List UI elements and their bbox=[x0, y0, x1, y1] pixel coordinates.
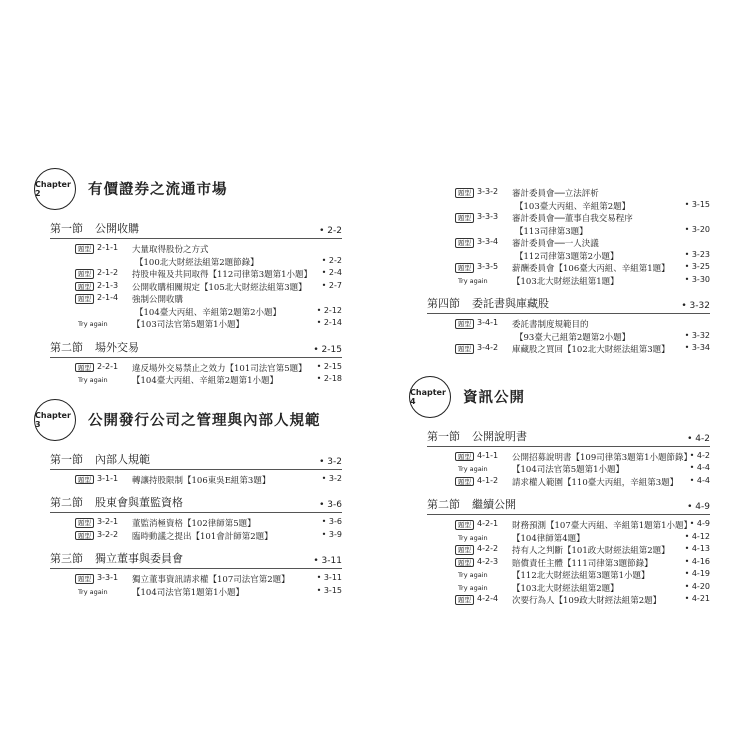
entry-page: • 4-21 bbox=[684, 594, 710, 603]
section-header[interactable] bbox=[50, 551, 342, 569]
section-title: 獨立董事與委員會 bbox=[95, 552, 183, 565]
section-number: 第二節 bbox=[427, 498, 460, 511]
chapter-4-body bbox=[427, 429, 710, 607]
try-again-tag: Try again bbox=[75, 587, 111, 597]
entry-code: 2-2-1 bbox=[97, 361, 119, 371]
entry-page: • 2-4 bbox=[321, 268, 342, 277]
type-tag: 題型 bbox=[75, 574, 94, 584]
entry-page: • 4-19 bbox=[684, 569, 710, 578]
type-tag: 題型 bbox=[455, 545, 474, 555]
entry-code: 4-2-1 bbox=[477, 519, 499, 528]
type-tag: 題型 bbox=[75, 363, 94, 373]
entry-text: 公開收購相關規定【105北大財經法組第3題】 bbox=[132, 282, 307, 293]
entry-list bbox=[75, 517, 342, 542]
toc-entry[interactable] bbox=[455, 463, 710, 476]
entry-text: 【112北大財經法組第3題第1小題】 bbox=[512, 571, 650, 581]
type-tag: 題型 bbox=[75, 531, 94, 541]
section-number: 第二節 bbox=[50, 340, 83, 354]
entry-code: 3-3-3 bbox=[477, 212, 499, 221]
entry-text: 【103北大財經法組第2題】 bbox=[512, 583, 619, 594]
entry-page: • 4-4 bbox=[689, 475, 710, 485]
entry-page: • 4-20 bbox=[684, 581, 710, 591]
entry-text: 【100北大財經法組第2題節錄】 bbox=[135, 257, 259, 268]
entry-text: 委託書制度規範目的 bbox=[512, 320, 589, 330]
section-title: 內部人規範 bbox=[95, 452, 150, 466]
entry-page: • 3-15 bbox=[316, 585, 342, 595]
toc-entry[interactable] bbox=[455, 532, 710, 545]
type-tag: 題型 bbox=[455, 595, 474, 605]
entry-text: 持有人之判斷【101政大財經法組第2題】 bbox=[512, 546, 670, 556]
chapter-4-badge: Chapter 4 bbox=[409, 376, 451, 418]
entry-page: • 4-13 bbox=[684, 544, 710, 553]
toc-entry[interactable] bbox=[455, 187, 710, 200]
entry-text: 賠償責任主體【111司律第3題節錄】 bbox=[512, 558, 653, 569]
section-title: 公開說明書 bbox=[472, 429, 527, 443]
try-again-tag: Try again bbox=[75, 375, 111, 385]
section-number: 第一節 bbox=[50, 222, 83, 235]
entry-page: • 2-12 bbox=[316, 305, 342, 315]
continuation-entries bbox=[455, 187, 710, 287]
toc-entry[interactable] bbox=[455, 225, 710, 238]
entry-code: 2-1-3 bbox=[97, 280, 119, 290]
entry-text: 公開招募說明書【109司律第3題第1小題節錄】 bbox=[512, 452, 693, 463]
section-page: • 4-2 bbox=[687, 433, 710, 444]
entry-text: 審計委員會──立法評析 bbox=[512, 189, 599, 199]
section-4-block bbox=[427, 296, 710, 356]
section-title: 股東會與董監資格 bbox=[95, 496, 183, 509]
toc-entry[interactable] bbox=[455, 343, 710, 356]
try-again-tag: Try again bbox=[75, 319, 111, 329]
toc-entry[interactable] bbox=[75, 517, 342, 530]
entry-text: 違反場外交易禁止之效力【101司法官第5題】 bbox=[132, 363, 307, 374]
section-page: • 3-11 bbox=[313, 556, 342, 566]
toc-entry[interactable] bbox=[75, 318, 342, 331]
section-number: 第四節 bbox=[427, 297, 460, 310]
chapter-2-body bbox=[50, 221, 342, 387]
entry-text: 財務預測【107臺大丙組、辛組第1題第1小題】 bbox=[512, 521, 693, 531]
toc-entry[interactable] bbox=[455, 544, 710, 557]
section-page: • 2-2 bbox=[319, 226, 342, 236]
section-header[interactable] bbox=[50, 452, 342, 470]
toc-entry[interactable] bbox=[75, 256, 342, 269]
type-tag: 題型 bbox=[455, 319, 474, 329]
entry-text: 【104司法官第1題第1小題】 bbox=[132, 587, 245, 598]
entry-text: 次要行為人【109政大財經法組第2題】 bbox=[512, 596, 662, 606]
entry-text: 【103司法官第5題第1小題】 bbox=[132, 320, 245, 330]
entry-page: • 4-12 bbox=[684, 531, 710, 541]
entry-text: 【104律師第4題】 bbox=[512, 533, 585, 544]
entry-page: • 2-18 bbox=[316, 374, 342, 383]
toc-entry[interactable] bbox=[75, 268, 342, 281]
type-tag: 題型 bbox=[75, 269, 94, 279]
entry-text: 審計委員會──董事自我交易程序 bbox=[512, 214, 633, 224]
entry-text: 【113司律第3題】 bbox=[515, 226, 588, 237]
toc-entry[interactable] bbox=[75, 573, 342, 586]
entry-text: 【103臺大丙組、辛組第2題】 bbox=[515, 201, 631, 212]
type-tag: 題型 bbox=[75, 282, 94, 292]
entry-page: • 3-2 bbox=[321, 473, 342, 483]
entry-code: 3-3-5 bbox=[477, 262, 499, 271]
entry-list bbox=[455, 318, 710, 356]
entry-list bbox=[75, 474, 342, 487]
entry-page: • 3-32 bbox=[684, 330, 710, 340]
entry-code: 3-1-1 bbox=[97, 473, 119, 483]
section-title: 委託書與庫藏股 bbox=[472, 297, 549, 310]
toc-entry[interactable] bbox=[455, 476, 710, 489]
toc-entry[interactable] bbox=[455, 200, 710, 213]
section-page: • 3-6 bbox=[319, 500, 342, 510]
entry-page: • 2-15 bbox=[316, 361, 342, 371]
type-tag: 題型 bbox=[75, 294, 94, 304]
entry-text: 【104司法官第5題第1小題】 bbox=[512, 465, 625, 475]
chapter-2-header bbox=[34, 168, 342, 212]
toc-entry[interactable] bbox=[75, 281, 342, 294]
entry-page: • 3-15 bbox=[684, 199, 710, 209]
entry-text: 請求權人範圍【110臺大丙組，辛組第3題】 bbox=[512, 477, 679, 488]
toc-entry[interactable] bbox=[75, 243, 342, 256]
section-title: 場外交易 bbox=[95, 340, 139, 354]
entry-code: 4-1-1 bbox=[477, 450, 499, 460]
type-tag: 題型 bbox=[455, 188, 474, 198]
try-again-tag: Try again bbox=[455, 570, 491, 580]
entry-page: • 4-2 bbox=[689, 450, 710, 460]
try-again-tag: Try again bbox=[455, 583, 491, 593]
type-tag: 題型 bbox=[455, 452, 474, 462]
chapter-2-title: 有價證券之流通市場 bbox=[88, 182, 228, 198]
type-tag: 題型 bbox=[455, 477, 474, 487]
entry-text: 庫藏股之買回【102北大財經法組第3題】 bbox=[512, 345, 670, 355]
chapter-3-body bbox=[50, 452, 342, 599]
toc-entry[interactable] bbox=[455, 262, 710, 275]
toc-entry[interactable] bbox=[455, 519, 710, 532]
chapter-3-header bbox=[34, 399, 342, 443]
entry-list bbox=[455, 519, 710, 607]
entry-list bbox=[455, 451, 710, 489]
toc-entry[interactable] bbox=[75, 306, 342, 319]
entry-text: 強制公開收購 bbox=[132, 295, 184, 305]
entry-page: • 2-7 bbox=[321, 280, 342, 290]
toc-entry[interactable] bbox=[455, 275, 710, 288]
entry-code: 4-2-3 bbox=[477, 556, 499, 566]
entry-text: 持股申報及共同取得【112司律第3題第1小題】 bbox=[132, 270, 313, 280]
type-tag: 題型 bbox=[455, 520, 474, 530]
left-column bbox=[34, 168, 342, 598]
chapter-2-badge: Chapter 2 bbox=[34, 168, 76, 210]
chapter-3-badge: Chapter 3 bbox=[34, 399, 76, 441]
toc-entry[interactable] bbox=[75, 586, 342, 599]
entry-text: 【104臺大丙組、辛組第2題第1小題】 bbox=[132, 376, 279, 386]
toc-entry[interactable] bbox=[75, 374, 342, 387]
section-number: 第一節 bbox=[427, 429, 460, 443]
try-again-tag: Try again bbox=[455, 533, 491, 543]
section-header[interactable] bbox=[50, 340, 342, 358]
entry-code: 3-3-4 bbox=[477, 237, 499, 246]
entry-code: 3-2-2 bbox=[97, 529, 119, 539]
entry-text: 大量取得股份之方式 bbox=[132, 245, 209, 255]
chapter-3-title: 公開發行公司之管理與內部人規範 bbox=[88, 412, 321, 429]
toc-entry[interactable] bbox=[455, 582, 710, 595]
entry-page: • 3-34 bbox=[684, 343, 710, 352]
type-tag: 題型 bbox=[75, 475, 94, 485]
chapter-4-title: 資訊公開 bbox=[463, 389, 525, 406]
entry-text: 【112司律第3題第2小題】 bbox=[515, 251, 619, 262]
toc-entry[interactable] bbox=[455, 569, 710, 582]
try-again-tag: Try again bbox=[455, 464, 491, 474]
type-tag: 題型 bbox=[455, 213, 474, 223]
section-number: 第三節 bbox=[50, 552, 83, 565]
toc-entry[interactable] bbox=[75, 362, 342, 375]
type-tag: 題型 bbox=[455, 558, 474, 568]
toc-entry[interactable] bbox=[455, 451, 710, 464]
section-number: 第一節 bbox=[50, 452, 83, 466]
entry-page: • 3-23 bbox=[684, 249, 710, 259]
entry-code: 2-1-2 bbox=[97, 268, 119, 277]
toc-entry[interactable] bbox=[455, 318, 710, 331]
section-page: • 4-9 bbox=[687, 502, 710, 512]
chapter-4-header bbox=[409, 376, 710, 420]
section-header[interactable] bbox=[50, 221, 342, 239]
section-header[interactable] bbox=[427, 296, 710, 314]
toc-entry[interactable] bbox=[455, 250, 710, 263]
entry-page: • 3-9 bbox=[321, 529, 342, 539]
toc-entry[interactable] bbox=[75, 474, 342, 487]
entry-text: 轉讓持股限制【106東吳E組第3題】 bbox=[132, 475, 271, 486]
entry-text: 獨立董事資訊請求權【107司法官第2題】 bbox=[132, 575, 290, 585]
type-tag: 題型 bbox=[455, 344, 474, 354]
toc-entry[interactable] bbox=[455, 557, 710, 570]
section-page: • 3-2 bbox=[319, 456, 342, 467]
toc-entry[interactable] bbox=[455, 594, 710, 607]
entry-list bbox=[75, 362, 342, 387]
entry-page: • 4-9 bbox=[689, 519, 710, 528]
entry-code: 4-1-2 bbox=[477, 475, 499, 485]
entry-text: 審計委員會──一人決議 bbox=[512, 239, 599, 249]
entry-page: • 2-14 bbox=[316, 318, 342, 327]
right-column bbox=[409, 187, 710, 607]
entry-list bbox=[75, 243, 342, 331]
entry-text: 臨時動議之提出【101會計師第2題】 bbox=[132, 531, 273, 542]
entry-text: 【104臺大丙組、辛組第2題第2小題】 bbox=[135, 307, 282, 318]
entry-page: • 3-11 bbox=[316, 573, 342, 582]
entry-code: 4-2-4 bbox=[477, 594, 499, 603]
type-tag: 題型 bbox=[455, 263, 474, 273]
section-header[interactable] bbox=[50, 495, 342, 513]
entry-text: 董監消極資格【102律師第5題】 bbox=[132, 519, 256, 529]
type-tag: 題型 bbox=[75, 244, 94, 254]
entry-code: 2-1-4 bbox=[97, 293, 119, 302]
entry-code: 3-4-1 bbox=[477, 318, 499, 327]
entry-code: 3-2-1 bbox=[97, 517, 119, 526]
entry-code: 3-3-1 bbox=[97, 573, 119, 582]
entry-code: 3-4-2 bbox=[477, 343, 499, 352]
entry-page: • 3-20 bbox=[684, 224, 710, 234]
entry-page: • 3-6 bbox=[321, 517, 342, 526]
try-again-tag: Try again bbox=[455, 276, 491, 286]
type-tag: 題型 bbox=[455, 238, 474, 248]
entry-list bbox=[75, 573, 342, 598]
toc-entry[interactable] bbox=[455, 212, 710, 225]
entry-page: • 4-16 bbox=[684, 556, 710, 566]
entry-page: • 4-4 bbox=[689, 463, 710, 472]
section-page: • 2-15 bbox=[313, 344, 342, 355]
entry-code: 2-1-1 bbox=[97, 243, 119, 252]
toc-entry[interactable] bbox=[455, 237, 710, 250]
entry-text: 【93臺大己組第2題第2小題】 bbox=[515, 332, 631, 343]
section-header[interactable] bbox=[427, 497, 710, 515]
section-title: 公開收購 bbox=[95, 222, 139, 235]
entry-page: • 2-2 bbox=[321, 255, 342, 265]
toc-entry[interactable] bbox=[75, 530, 342, 543]
toc-entry[interactable] bbox=[75, 293, 342, 306]
section-page: • 3-32 bbox=[681, 301, 710, 311]
entry-code: 4-2-2 bbox=[477, 544, 499, 553]
entry-text: 【103北大財經法組第1題】 bbox=[512, 276, 619, 287]
type-tag: 題型 bbox=[75, 518, 94, 528]
entry-text: 薪酬委員會【106臺大丙組、辛組第1題】 bbox=[512, 264, 670, 274]
entry-page: • 3-25 bbox=[684, 262, 710, 271]
toc-entry[interactable] bbox=[455, 331, 710, 344]
entry-code: 3-3-2 bbox=[477, 187, 499, 196]
section-title: 繼續公開 bbox=[472, 498, 516, 511]
section-number: 第二節 bbox=[50, 496, 83, 509]
section-header[interactable] bbox=[427, 429, 710, 447]
entry-page: • 3-30 bbox=[684, 274, 710, 284]
